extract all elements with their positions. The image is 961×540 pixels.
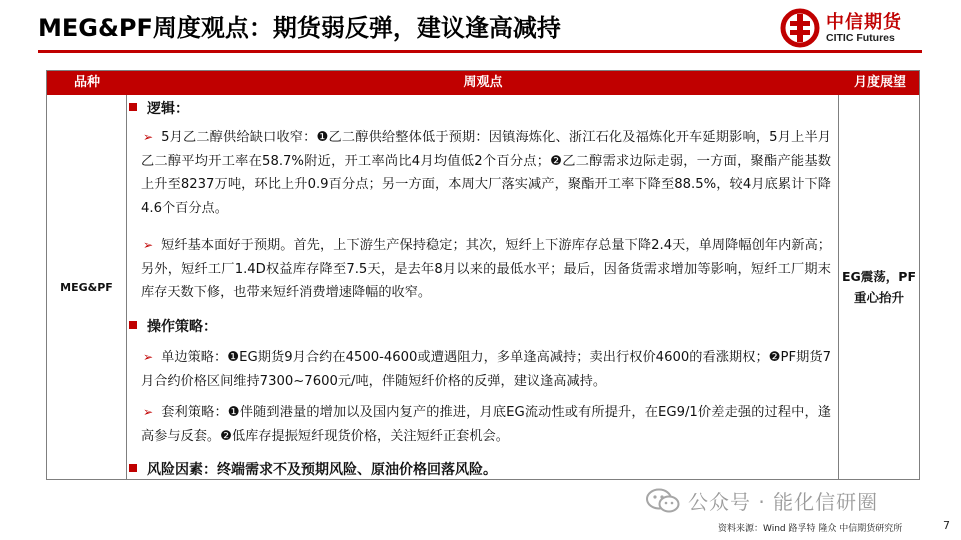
paragraph-text: 短纤基本面好于预期。首先，上下游生产保持稳定；其次，短纤上下游库存总量下降2.4天，单周降幅创年内新高；另外，短纤工厂1.4D权益库存降至7.5天，是去年8月以来的最低水平；最后，因备货需求增加等影响，短纤工厂期末库存天数下修，也带来短纤消费增速降幅的收窄。: [141, 238, 831, 300]
section-heading: [129, 98, 189, 120]
arrow-bullet-icon: ➢: [143, 130, 154, 144]
arrow-bullet-icon: ➢: [143, 350, 154, 364]
source-note: 资料来源：Wind 路孚特 隆众 中信期货研究所: [718, 524, 903, 534]
logo-text-en: CITIC Futures: [826, 32, 895, 44]
paragraph-text: 5月乙二醇供给缺口收窄：❶乙二醇供给整体低于预期：因镇海炼化、浙江石化及福炼化开车延期影响，5月上半月乙二醇平均开工率在58.7%附近，开工率尚比4月均值低2个百分点；❷乙二醇需求边际走弱，一方面，聚酯产能基数上升至8237万吨，环比上升0.9百分点；另一方面，本周大厂落实减产，聚酯开工率下降至88.5%，较4月底累计下降4.6个百分点。: [141, 130, 831, 216]
paragraph: [141, 126, 831, 220]
citic-logo-icon: [780, 8, 820, 48]
paragraph: [141, 234, 831, 305]
bullet-square-icon: [129, 464, 137, 472]
bullet-square-icon: [129, 103, 137, 111]
section-heading: [129, 316, 217, 338]
title-divider: [38, 50, 922, 53]
logo-text-cn: 中信期货: [826, 12, 902, 33]
paragraph-text: 单边策略：❶EG期货9月合约在4500-4600或遭遇阻力，多单逢高减持；卖出行权价4600的看涨期权；❷PF期货7月合约价格区间维持7300~7600元/吨，伴随短纤价格的反弹，建议逢高减持。: [141, 350, 831, 389]
variety-cell: MEG&PF: [60, 280, 113, 294]
wechat-icon: [646, 488, 680, 514]
paragraph-text: 套利策略：❶伴随到港量的增加以及国内复产的推进，月底EG流动性或有所提升，在EG9/1价差走强的过程中，逢高参与反套。❷低库存提振短纤现货价格，关注短纤正套机会。: [141, 405, 831, 444]
section-heading-text: 风险因素：终端需求不及预期风险、原油价格回落风险。: [147, 462, 497, 478]
header-monthly-outlook: 月度展望: [853, 75, 906, 90]
page-number: 7: [943, 519, 950, 532]
column-divider: [126, 95, 127, 479]
monthly-outlook-line: EG震荡，PF: [842, 269, 916, 284]
wechat-watermark: [646, 486, 936, 514]
weekly-view-cell: [129, 95, 835, 479]
view-table: [46, 70, 920, 480]
arrow-bullet-icon: ➢: [143, 405, 154, 419]
monthly-outlook-cell: [839, 95, 919, 479]
page-title: MEG&PF周度观点：期货弱反弹，建议逢高减持: [38, 14, 561, 42]
paragraph: [141, 346, 831, 393]
section-heading-text: 逻辑：: [147, 101, 189, 117]
arrow-bullet-icon: ➢: [143, 238, 154, 252]
bullet-square-icon: [129, 321, 137, 329]
section-heading: [129, 459, 497, 481]
header-variety: 品种: [73, 75, 100, 90]
citic-logo: [780, 8, 930, 48]
monthly-outlook-line: 重心抬升: [853, 290, 904, 305]
section-heading-text: 操作策略：: [147, 319, 217, 335]
table-header: [47, 71, 919, 95]
header-weekly-view: 周观点: [463, 75, 503, 90]
watermark-text: 公众号 · 能化信研圈: [688, 490, 879, 514]
paragraph: [141, 401, 831, 448]
